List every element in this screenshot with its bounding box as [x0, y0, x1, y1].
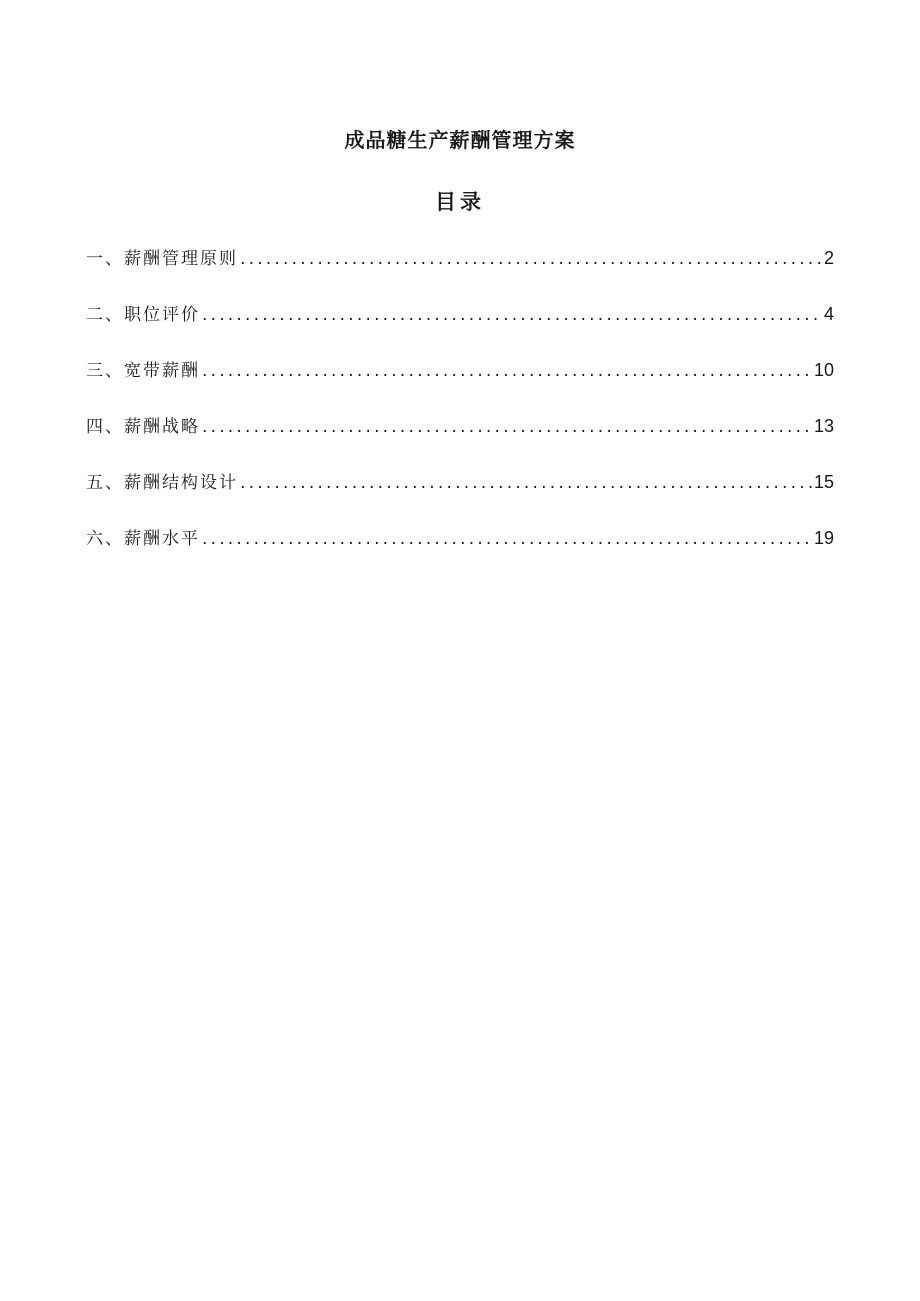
toc-entry[interactable]	[86, 468, 834, 524]
toc-entry[interactable]	[86, 412, 834, 468]
document-title: 成品糖生产薪酬管理方案	[344, 128, 576, 152]
toc-entry-page-number: 15	[813, 472, 834, 492]
toc-entry-page-number: 10	[813, 360, 834, 380]
toc-entry-label: 一、薪酬管理原则	[86, 249, 238, 269]
toc-entry[interactable]	[86, 356, 834, 412]
toc-dot-leader	[240, 473, 812, 493]
toc-entry-page-number: 2	[823, 248, 834, 268]
table-of-contents	[86, 244, 834, 580]
toc-entry-label: 三、宽带薪酬	[86, 361, 200, 381]
toc-entry-page-number: 4	[823, 304, 834, 324]
toc-entry-page-number: 13	[813, 416, 834, 436]
toc-dot-leader	[240, 249, 822, 269]
toc-dot-leader	[202, 529, 812, 549]
toc-entry-label: 四、薪酬战略	[86, 417, 200, 437]
toc-entry-label: 五、薪酬结构设计	[86, 473, 238, 493]
toc-dot-leader	[202, 417, 812, 437]
toc-entry-label: 六、薪酬水平	[86, 529, 200, 549]
toc-heading: 目录	[435, 190, 485, 214]
toc-entry[interactable]	[86, 300, 834, 356]
toc-dot-leader	[202, 305, 822, 325]
toc-entry[interactable]	[86, 524, 834, 580]
toc-entry-page-number: 19	[813, 528, 834, 548]
toc-entry-label: 二、职位评价	[86, 305, 200, 325]
toc-dot-leader	[202, 361, 812, 381]
toc-entry[interactable]	[86, 244, 834, 300]
